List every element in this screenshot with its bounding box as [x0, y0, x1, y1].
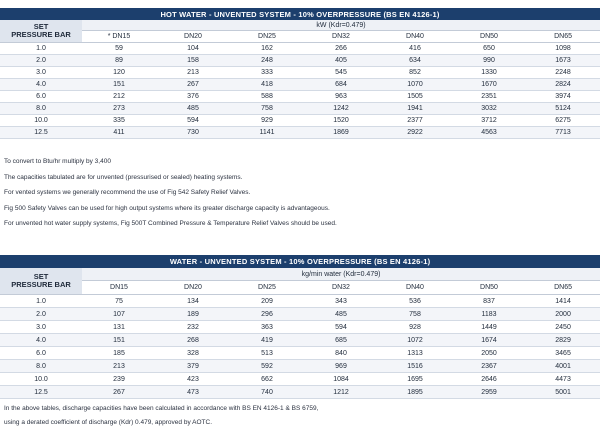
- capacity-cell: 120: [82, 67, 156, 79]
- capacity-cell: 1670: [452, 79, 526, 91]
- capacity-cell: 1070: [378, 79, 452, 91]
- set-pressure-cell: 10.0: [0, 373, 82, 386]
- capacity-cell: 588: [230, 91, 304, 103]
- capacity-cell: 513: [230, 347, 304, 360]
- capacity-cell: 213: [156, 67, 230, 79]
- capacity-cell: 928: [378, 321, 452, 334]
- note-text: To convert to Btu/hr multiply by 3,400: [4, 158, 111, 165]
- capacity-cell: 411: [82, 127, 156, 139]
- capacity-cell: 929: [230, 115, 304, 127]
- set-pressure-cell: 6.0: [0, 91, 82, 103]
- capacity-cell: 3032: [452, 103, 526, 115]
- capacity-cell: 3465: [526, 347, 600, 360]
- table-row: [0, 295, 600, 308]
- capacity-cell: 209: [230, 295, 304, 308]
- set-pressure-cell: 2.0: [0, 55, 82, 67]
- capacity-cell: 2050: [452, 347, 526, 360]
- capacity-cell: 89: [82, 55, 156, 67]
- table-row: [0, 91, 600, 103]
- capacity-cell: 592: [230, 360, 304, 373]
- capacity-cell: 162: [230, 43, 304, 55]
- capacity-cell: 685: [304, 334, 378, 347]
- capacity-cell: 2922: [378, 127, 452, 139]
- capacity-cell: 594: [304, 321, 378, 334]
- set-pressure-cell: 3.0: [0, 67, 82, 79]
- set-pressure-label: SET PRESSURE BAR: [11, 272, 71, 289]
- capacity-cell: 296: [230, 308, 304, 321]
- capacity-cell: 2824: [526, 79, 600, 91]
- capacity-cell: 2377: [378, 115, 452, 127]
- table-row: [0, 334, 600, 347]
- table-row: [0, 43, 600, 55]
- column-header: DN65: [526, 281, 600, 295]
- capacity-cell: 7713: [526, 127, 600, 139]
- capacity-cell: 212: [82, 91, 156, 103]
- capacity-cell: 1098: [526, 43, 600, 55]
- set-pressure-cell: 12.5: [0, 386, 82, 399]
- capacity-cell: 107: [82, 308, 156, 321]
- capacity-cell: 1183: [452, 308, 526, 321]
- set-pressure-cell: 8.0: [0, 360, 82, 373]
- capacity-cell: 1695: [378, 373, 452, 386]
- table-body: [0, 43, 600, 139]
- water-capacity-table: [0, 255, 600, 399]
- capacity-cell: 536: [378, 295, 452, 308]
- capacity-cell: 335: [82, 115, 156, 127]
- set-pressure-cell: 1.0: [0, 43, 82, 55]
- capacity-cell: 232: [156, 321, 230, 334]
- capacity-cell: 1141: [230, 127, 304, 139]
- capacity-cell: 1895: [378, 386, 452, 399]
- capacity-cell: 594: [156, 115, 230, 127]
- capacity-cell: 485: [156, 103, 230, 115]
- capacity-cell: 1414: [526, 295, 600, 308]
- capacity-cell: 852: [378, 67, 452, 79]
- capacity-cell: 405: [304, 55, 378, 67]
- capacity-cell: 1313: [378, 347, 452, 360]
- capacity-cell: 75: [82, 295, 156, 308]
- table-row: [0, 55, 600, 67]
- column-header: DN15: [82, 281, 156, 295]
- capacity-cell: 1084: [304, 373, 378, 386]
- note-text: For vented systems we generally recommend the use of Fig 542 Safety Relief Valves.: [4, 189, 251, 196]
- capacity-cell: 333: [230, 67, 304, 79]
- capacity-cell: 650: [452, 43, 526, 55]
- capacity-cell: 840: [304, 347, 378, 360]
- capacity-cell: 185: [82, 347, 156, 360]
- set-pressure-header: [0, 268, 82, 295]
- column-header: DN65: [526, 31, 600, 43]
- capacity-cell: 758: [378, 308, 452, 321]
- capacity-cell: 4563: [452, 127, 526, 139]
- capacity-cell: 4473: [526, 373, 600, 386]
- table-row: [0, 347, 600, 360]
- set-pressure-label: SET PRESSURE BAR: [11, 22, 71, 39]
- capacity-cell: 158: [156, 55, 230, 67]
- capacity-cell: 1072: [378, 334, 452, 347]
- capacity-cell: 2450: [526, 321, 600, 334]
- table-row: [0, 67, 600, 79]
- capacity-cell: 3712: [452, 115, 526, 127]
- column-header: DN50: [452, 281, 526, 295]
- column-header: * DN15: [82, 31, 156, 43]
- note-text: The capacities tabulated are for unvented (pressurised or sealed) heating systems.: [4, 174, 243, 181]
- capacity-cell: 213: [82, 360, 156, 373]
- column-header: DN25: [230, 281, 304, 295]
- column-header: DN25: [230, 31, 304, 43]
- capacity-cell: 1941: [378, 103, 452, 115]
- capacity-cell: 268: [156, 334, 230, 347]
- table-title: WATER - UNVENTED SYSTEM - 10% OVERPRESSURE (BS EN 4126-1): [0, 255, 600, 268]
- capacity-cell: 2000: [526, 308, 600, 321]
- table-body: [0, 295, 600, 399]
- capacity-cell: 328: [156, 347, 230, 360]
- capacity-cell: 2829: [526, 334, 600, 347]
- table-row: [0, 79, 600, 91]
- table-row: [0, 103, 600, 115]
- capacity-cell: 1505: [378, 91, 452, 103]
- capacity-cell: 2351: [452, 91, 526, 103]
- capacity-cell: 131: [82, 321, 156, 334]
- capacity-cell: 1242: [304, 103, 378, 115]
- unit-header: kg/min water (Kdr=0.479): [82, 268, 600, 281]
- capacity-cell: 59: [82, 43, 156, 55]
- capacity-cell: 730: [156, 127, 230, 139]
- set-pressure-cell: 8.0: [0, 103, 82, 115]
- capacity-cell: 758: [230, 103, 304, 115]
- capacity-cell: 379: [156, 360, 230, 373]
- table-title: HOT WATER - UNVENTED SYSTEM - 10% OVERPRESSURE (BS EN 4126-1): [0, 8, 600, 20]
- capacity-cell: 1449: [452, 321, 526, 334]
- capacity-cell: 1520: [304, 115, 378, 127]
- column-header: DN32: [304, 31, 378, 43]
- note-text: using a derated coefficient of discharge (Kdr) 0.479, approved by AOTC.: [4, 419, 212, 426]
- capacity-cell: 419: [230, 334, 304, 347]
- column-header: DN50: [452, 31, 526, 43]
- capacity-cell: 343: [304, 295, 378, 308]
- capacity-cell: 969: [304, 360, 378, 373]
- capacity-cell: 990: [452, 55, 526, 67]
- capacity-cell: 363: [230, 321, 304, 334]
- note-text: For unvented hot water supply systems, Fig 500T Combined Pressure & Temperature Relief Valves should be used.: [4, 220, 337, 227]
- column-header: DN20: [156, 31, 230, 43]
- capacity-cell: 266: [304, 43, 378, 55]
- capacity-cell: 189: [156, 308, 230, 321]
- capacity-cell: 239: [82, 373, 156, 386]
- capacity-cell: 634: [378, 55, 452, 67]
- table-row: [0, 321, 600, 334]
- hot-water-capacity-table: [0, 8, 600, 139]
- unit-header: kW (Kdr=0.479): [82, 20, 600, 31]
- capacity-cell: 267: [82, 386, 156, 399]
- capacity-cell: 3974: [526, 91, 600, 103]
- set-pressure-cell: 4.0: [0, 334, 82, 347]
- capacity-cell: 4001: [526, 360, 600, 373]
- set-pressure-cell: 1.0: [0, 295, 82, 308]
- capacity-cell: 134: [156, 295, 230, 308]
- capacity-cell: 662: [230, 373, 304, 386]
- capacity-cell: 248: [230, 55, 304, 67]
- table-row: [0, 308, 600, 321]
- table-row: [0, 386, 600, 399]
- capacity-cell: 273: [82, 103, 156, 115]
- capacity-cell: 1212: [304, 386, 378, 399]
- capacity-cell: 376: [156, 91, 230, 103]
- column-header: DN20: [156, 281, 230, 295]
- capacity-cell: 2248: [526, 67, 600, 79]
- capacity-cell: 963: [304, 91, 378, 103]
- table-row: [0, 115, 600, 127]
- capacity-cell: 416: [378, 43, 452, 55]
- capacity-cell: 1516: [378, 360, 452, 373]
- capacity-cell: 151: [82, 334, 156, 347]
- set-pressure-cell: 10.0: [0, 115, 82, 127]
- note-text: Fig 500 Safety Valves can be used for high output systems where its greater discharge capacity is advantageous.: [4, 205, 330, 212]
- capacity-cell: 485: [304, 308, 378, 321]
- set-pressure-cell: 3.0: [0, 321, 82, 334]
- capacity-cell: 473: [156, 386, 230, 399]
- capacity-cell: 2367: [452, 360, 526, 373]
- capacity-cell: 418: [230, 79, 304, 91]
- set-pressure-cell: 4.0: [0, 79, 82, 91]
- capacity-cell: 1330: [452, 67, 526, 79]
- capacity-cell: 1673: [526, 55, 600, 67]
- capacity-cell: 5001: [526, 386, 600, 399]
- capacity-cell: 423: [156, 373, 230, 386]
- capacity-cell: 104: [156, 43, 230, 55]
- capacity-cell: 2646: [452, 373, 526, 386]
- set-pressure-cell: 6.0: [0, 347, 82, 360]
- capacity-cell: 1869: [304, 127, 378, 139]
- set-pressure-cell: 2.0: [0, 308, 82, 321]
- capacity-cell: 151: [82, 79, 156, 91]
- capacity-cell: 684: [304, 79, 378, 91]
- table-row: [0, 360, 600, 373]
- column-header: DN32: [304, 281, 378, 295]
- capacity-cell: 6275: [526, 115, 600, 127]
- table-row: [0, 127, 600, 139]
- column-header: DN40: [378, 31, 452, 43]
- column-header: DN40: [378, 281, 452, 295]
- capacity-cell: 2959: [452, 386, 526, 399]
- table-row: [0, 373, 600, 386]
- note-text: In the above tables, discharge capacities have been calculated in accordance with BS EN 4126-1 & BS 6759,: [4, 405, 319, 412]
- capacity-cell: 5124: [526, 103, 600, 115]
- capacity-cell: 545: [304, 67, 378, 79]
- set-pressure-header: [0, 20, 82, 43]
- capacity-cell: 740: [230, 386, 304, 399]
- set-pressure-cell: 12.5: [0, 127, 82, 139]
- capacity-cell: 267: [156, 79, 230, 91]
- capacity-cell: 837: [452, 295, 526, 308]
- capacity-cell: 1674: [452, 334, 526, 347]
